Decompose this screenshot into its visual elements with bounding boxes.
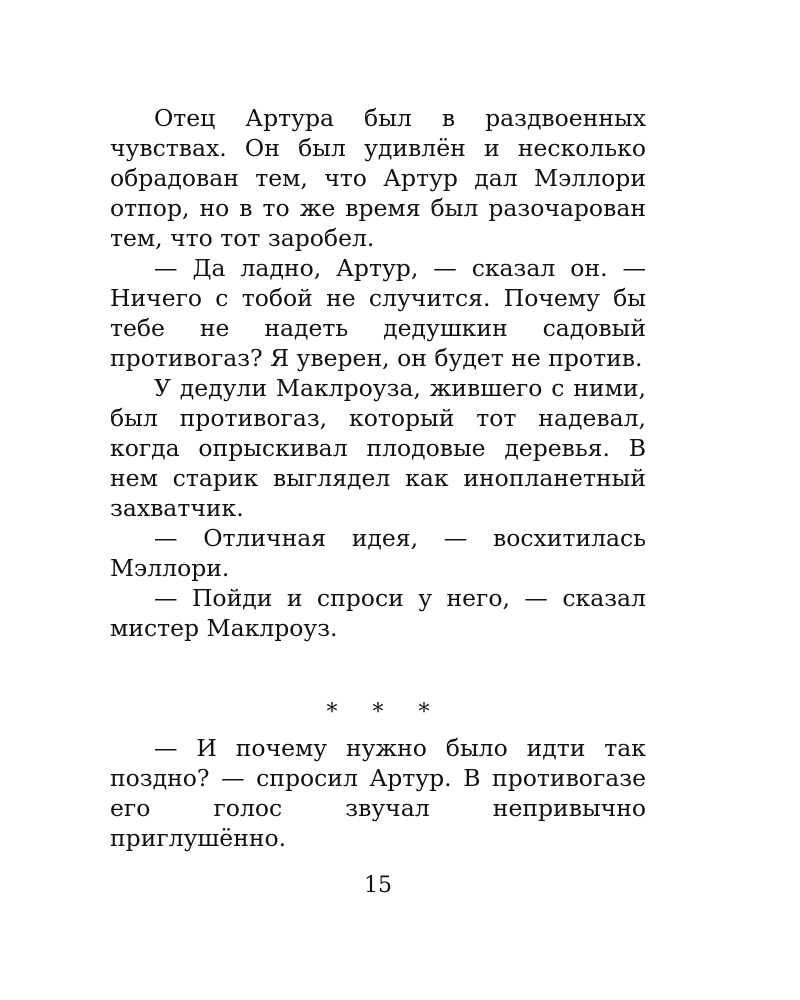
- paragraph: — И почему нужно было идти так поздно? — спросил Артур. В противогазе его голос звучал непривычно приглушённо.: [110, 734, 646, 852]
- paragraph: — Пойди и спроси у него, — сказал мистер Маклроуз.: [110, 584, 646, 642]
- paragraph: — Да ладно, Артур, — сказал он. — Ничего с тобой не случится. Почему бы тебе не надеть дедушкин садовый противогаз? Я уверен, он будет не против.: [110, 254, 646, 372]
- page-number: 15: [364, 873, 392, 898]
- text-block-bottom: [110, 733, 646, 853]
- paragraph: У дедули Маклроуза, жившего с ними, был противогаз, который тот надевал, когда опрыскивал плодовые деревья. В нем старик выглядел как инопланетный захватчик.: [110, 374, 646, 522]
- section-separator: * * *: [326, 700, 444, 725]
- paragraph: — Отличная идея, — восхитилась Мэллори.: [110, 524, 646, 582]
- text-block-top: [110, 103, 646, 643]
- paragraph: Отец Артура был в раздвоенных чувствах. Он был удивлён и несколько обрадован тем, что Артур дал Мэллори отпор, но в то же время был разочарован тем, что тот заробел.: [110, 104, 646, 252]
